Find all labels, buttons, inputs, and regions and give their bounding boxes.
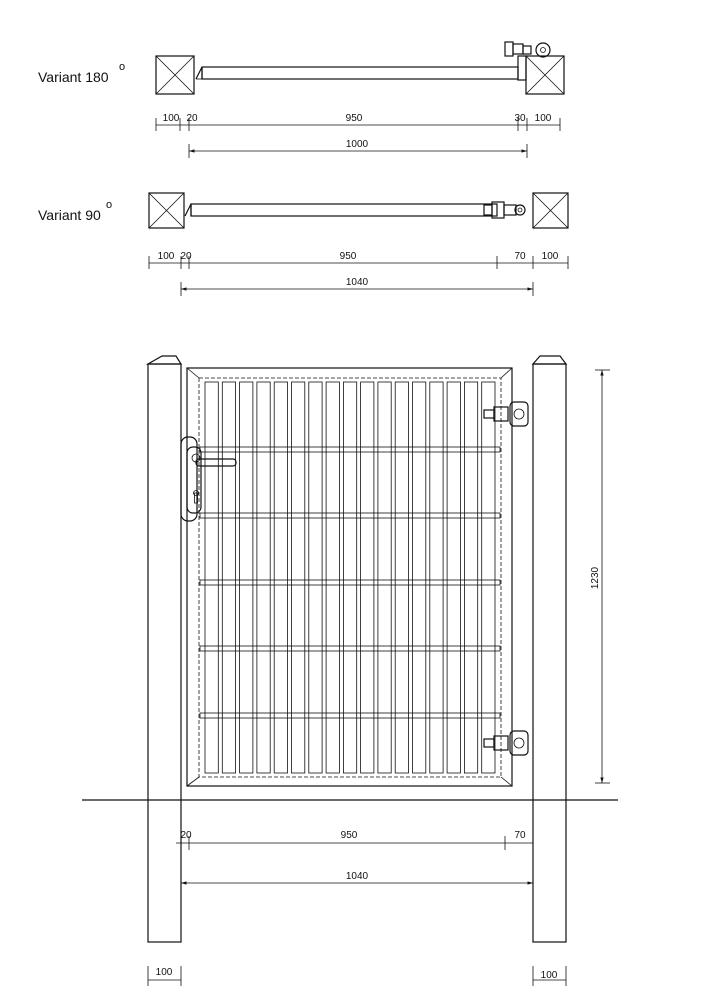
gate-leaf-plan — [185, 204, 497, 216]
left-post-section — [156, 56, 194, 94]
variant-180-dimension-line — [156, 113, 560, 131]
mesh-bar — [292, 382, 305, 773]
right-post — [533, 356, 566, 942]
mesh-bar — [240, 382, 253, 773]
mesh-bar — [343, 382, 356, 773]
variant-90-degree: o — [106, 199, 113, 211]
mesh-wire — [200, 447, 500, 452]
dim-post-left: 100 — [162, 113, 180, 124]
gate-leaf-plan — [196, 67, 518, 79]
variant-90-plan — [38, 193, 568, 296]
dim-post-right: 100 — [540, 970, 558, 981]
mesh-bar — [447, 382, 460, 773]
mesh-bar — [395, 382, 408, 773]
dim-gap-right: 70 — [514, 251, 526, 262]
mesh-bar — [222, 382, 235, 773]
mesh-bar — [430, 382, 443, 773]
dim-leaf: 950 — [339, 251, 357, 262]
height-dimension — [590, 370, 610, 783]
mesh-bar — [274, 382, 287, 773]
hinge-lower-icon — [484, 731, 528, 755]
dim-post-left: 100 — [157, 251, 175, 262]
door-handle-lock[interactable] — [181, 437, 236, 521]
elevation-dimension-line — [176, 830, 533, 850]
elevation-total-dimension — [181, 871, 533, 883]
dim-gap-left: 20 — [186, 113, 198, 124]
variant-90-label: Variant 90 — [38, 207, 101, 223]
dim-gap-left: 20 — [180, 251, 192, 262]
mesh-wire — [200, 513, 500, 518]
left-post-section — [149, 193, 184, 228]
variant-180-label: Variant 180 — [38, 69, 109, 85]
mesh-bar — [326, 382, 339, 773]
dim-total: 1000 — [345, 139, 369, 150]
mesh-bar — [378, 382, 391, 773]
dim-gap-right: 30 — [514, 113, 526, 124]
dim-gap-left: 20 — [180, 830, 192, 841]
mesh-wire — [200, 646, 500, 651]
left-post-width-dimension — [148, 966, 181, 986]
mesh-bar — [361, 382, 374, 773]
dim-gap-right: 70 — [514, 830, 526, 841]
variant-90-total-dimension — [181, 277, 533, 296]
mesh-wire — [200, 580, 500, 585]
hinge-icon — [505, 42, 550, 80]
mesh-bar — [464, 382, 477, 773]
variant-180-total-dimension — [189, 139, 527, 158]
mesh-bar — [482, 382, 495, 773]
dim-height: 1230 — [590, 566, 601, 590]
variant-180-degree: o — [119, 61, 126, 73]
left-post — [148, 356, 181, 942]
gate-elevation — [82, 356, 618, 986]
mesh-bar — [205, 382, 218, 773]
dim-leaf: 950 — [340, 830, 358, 841]
mesh-bar — [309, 382, 322, 773]
hinge-upper-icon — [484, 402, 528, 426]
dim-post-right: 100 — [534, 113, 552, 124]
dim-total: 1040 — [345, 277, 369, 288]
right-post-section — [533, 193, 568, 228]
right-post-width-dimension — [533, 966, 566, 986]
variant-90-dimension-line — [149, 251, 568, 269]
dim-post-left: 100 — [155, 967, 173, 978]
mesh-infill — [200, 382, 500, 773]
right-post-section — [526, 56, 564, 94]
variant-180-plan — [38, 42, 564, 158]
dim-leaf: 950 — [345, 113, 363, 124]
dim-total: 1040 — [345, 871, 369, 882]
mesh-bar — [257, 382, 270, 773]
dim-post-right: 100 — [541, 251, 559, 262]
mesh-bar — [413, 382, 426, 773]
mesh-wire — [200, 713, 500, 718]
